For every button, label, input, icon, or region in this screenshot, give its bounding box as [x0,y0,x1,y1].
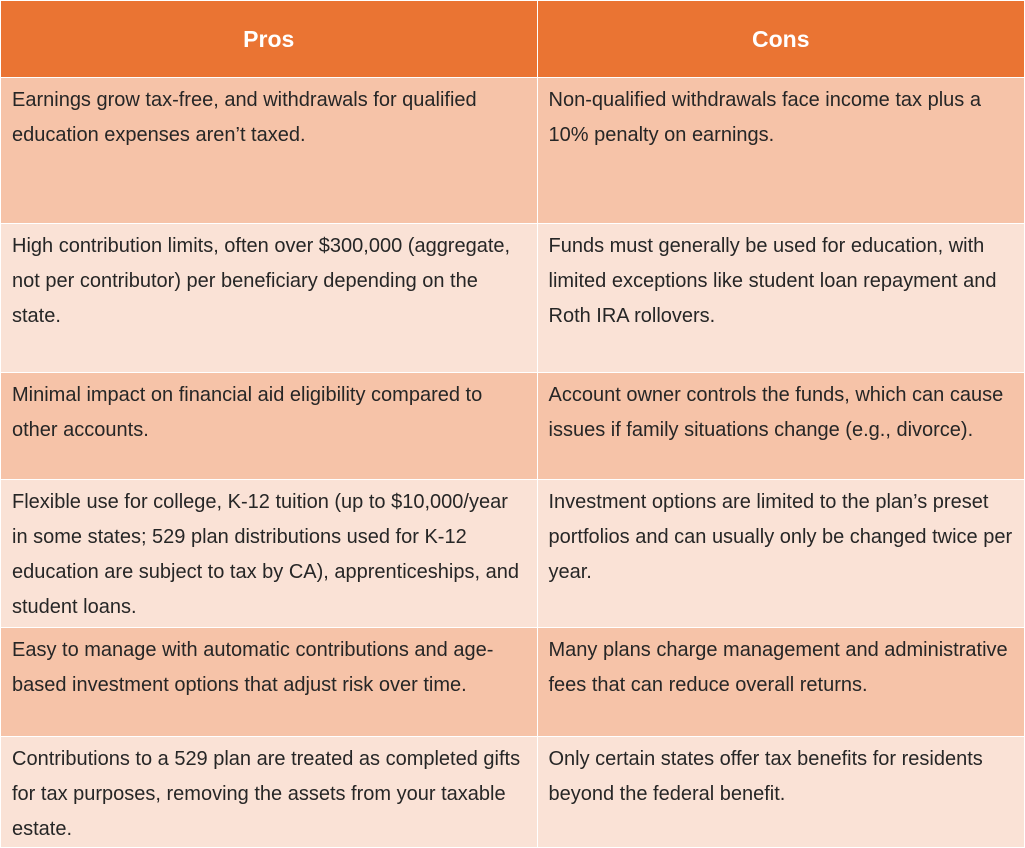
table-row [1,737,1024,848]
table-row [1,373,1024,480]
con-cell: Non-qualified withdrawals face income tax plus a 10% penalty on earnings. [537,78,1024,224]
pro-cell: Flexible use for college, K-12 tuition (up to $10,000/year in some states; 529 plan distributions used for K-12 education are subject to tax by CA), apprenticeships, and student loans. [1,480,537,628]
header-row [1,1,1024,78]
pro-cell: High contribution limits, often over $300,000 (aggregate, not per contributor) per beneficiary depending on the state. [1,224,537,373]
table-row [1,78,1024,224]
pro-cell: Earnings grow tax-free, and withdrawals for qualified education expenses aren’t taxed. [1,78,537,224]
con-cell: Account owner controls the funds, which can cause issues if family situations change (e.g., divorce). [537,373,1024,480]
con-cell: Investment options are limited to the plan’s preset portfolios and can usually only be changed twice per year. [537,480,1024,628]
table-body [1,78,1024,848]
header-pros: Pros [1,1,537,78]
con-cell: Many plans charge management and administrative fees that can reduce overall returns. [537,628,1024,737]
pro-cell: Minimal impact on financial aid eligibility compared to other accounts. [1,373,537,480]
pro-cell: Easy to manage with automatic contributions and age-based investment options that adjust risk over time. [1,628,537,737]
table-row [1,628,1024,737]
pros-cons-table [1,1,1024,847]
pro-cell: Contributions to a 529 plan are treated as completed gifts for tax purposes, removing the assets from your taxable estate. [1,737,537,848]
con-cell: Funds must generally be used for education, with limited exceptions like student loan repayment and Roth IRA rollovers. [537,224,1024,373]
header-cons: Cons [537,1,1024,78]
table-row [1,224,1024,373]
table-row [1,480,1024,628]
con-cell: Only certain states offer tax benefits for residents beyond the federal benefit. [537,737,1024,848]
table-header [1,1,1024,78]
